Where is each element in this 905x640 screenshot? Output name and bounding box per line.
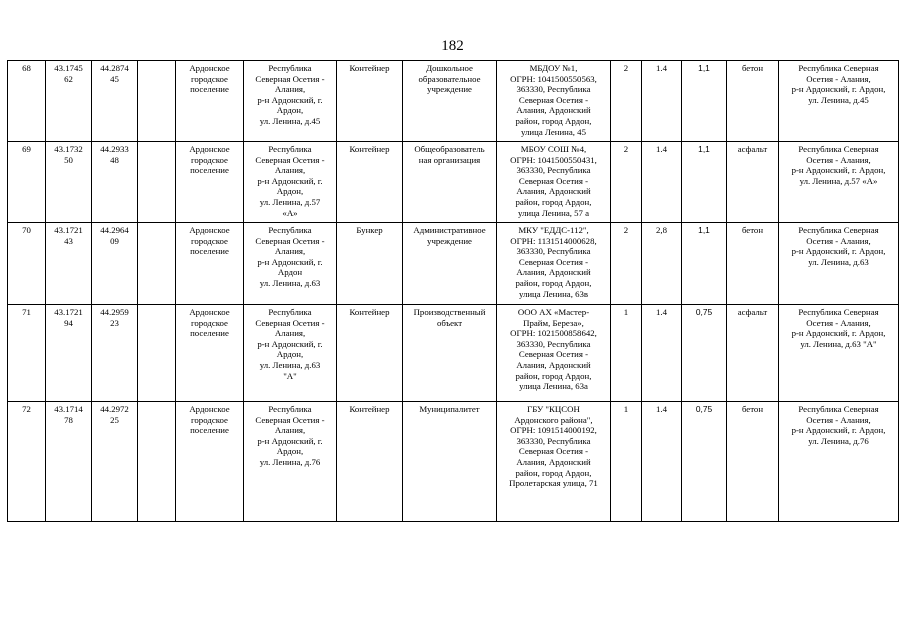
cell-empty [138,61,176,142]
cell-container-count: 1 [611,402,642,522]
cell-address: Республика Северная Осетия - Алания, р-н Ардонский, г. Ардон, ул. Ленина, д.57 «А» [244,142,337,223]
table-row [8,223,899,305]
cell-owner: МБОУ СОШ №4, ОГРН: 1041500550431, 363330, Республика Северная Осетия - Алания, Ардонский район, город Ардон, улица Ленина, 57 а [497,142,611,223]
cell-area: 1.4 [642,61,682,142]
cell-settlement: Ардонское городское поселение [176,402,244,522]
table-row [8,305,899,402]
cell-longitude: 44.2933 48 [92,142,138,223]
cell-latitude: 43.1721 43 [46,223,92,305]
cell-surface: бетон [727,223,779,305]
table-row [8,61,899,142]
cell-area: 1.4 [642,305,682,402]
cell-volume: 1,1 [682,142,727,223]
cell-surface: асфальт [727,142,779,223]
cell-owner: ООО АХ «Мастер- Прайм, Береза», ОГРН: 1021500858642, 363330, Республика Северная Осетия - Алания, Ардонский район, город Ардон, улица Ленина, 63а [497,305,611,402]
cell-container-count: 1 [611,305,642,402]
cell-surface: бетон [727,61,779,142]
cell-longitude: 44.2959 23 [92,305,138,402]
cell-empty [138,305,176,402]
cell-location: Республика Северная Осетия - Алания, р-н Ардонский, г. Ардон, ул. Ленина, д.63 [779,223,899,305]
cell-settlement: Ардонское городское поселение [176,223,244,305]
cell-latitude: 43.1745 62 [46,61,92,142]
cell-address: Республика Северная Осетия - Алания, р-н Ардонский, г. Ардон, ул. Ленина, д.76 [244,402,337,522]
cell-waste-source: Дошкольное образовательное учреждение [403,61,497,142]
cell-container-count: 2 [611,142,642,223]
cell-settlement: Ардонское городское поселение [176,142,244,223]
cell-settlement: Ардонское городское поселение [176,61,244,142]
cell-number: 72 [8,402,46,522]
cell-longitude: 44.2964 09 [92,223,138,305]
cell-area: 1.4 [642,142,682,223]
cell-owner: МКУ "ЕДДС-112", ОГРН: 1131514000628, 363330, Республика Северная Осетия - Алания, Ардонский район, город Ардон, улица Ленина, 63в [497,223,611,305]
cell-empty [138,142,176,223]
cell-number: 70 [8,223,46,305]
cell-volume: 0,75 [682,305,727,402]
cell-address: Республика Северная Осетия - Алания, р-н Ардонский, г. Ардон, ул. Ленина, д.45 [244,61,337,142]
cell-location: Республика Северная Осетия - Алания, р-н Ардонский, г. Ардон, ул. Ленина, д.45 [779,61,899,142]
cell-settlement: Ардонское городское поселение [176,305,244,402]
cell-longitude: 44.2972 25 [92,402,138,522]
cell-latitude: 43.1714 78 [46,402,92,522]
cell-number: 68 [8,61,46,142]
cell-volume: 1,1 [682,223,727,305]
cell-container-type: Контейнер [337,142,403,223]
cell-waste-source: Муниципалитет [403,402,497,522]
cell-volume: 0,75 [682,402,727,522]
cell-container-type: Контейнер [337,305,403,402]
cell-area: 2,8 [642,223,682,305]
cell-waste-source: Производственный объект [403,305,497,402]
cell-waste-source: Общеобразователь ная организация [403,142,497,223]
cell-waste-source: Административное учреждение [403,223,497,305]
cell-surface: бетон [727,402,779,522]
cell-location: Республика Северная Осетия - Алания, р-н Ардонский, г. Ардон, ул. Ленина, д.76 [779,402,899,522]
cell-address: Республика Северная Осетия - Алания, р-н Ардонский, г. Ардон ул. Ленина, д.63 [244,223,337,305]
cell-number: 71 [8,305,46,402]
cell-container-type: Контейнер [337,402,403,522]
cell-surface: асфальт [727,305,779,402]
table-row [8,402,899,522]
waste-sites-table [7,60,899,522]
cell-latitude: 43.1732 50 [46,142,92,223]
cell-empty [138,402,176,522]
cell-empty [138,223,176,305]
cell-owner: МБДОУ №1, ОГРН: 1041500550563, 363330, Республика Северная Осетия - Алания, Ардонский район, город Ардон, улица Ленина, 45 [497,61,611,142]
cell-longitude: 44.2874 45 [92,61,138,142]
cell-container-count: 2 [611,61,642,142]
cell-container-count: 2 [611,223,642,305]
page-number: 182 [441,38,464,54]
cell-location: Республика Северная Осетия - Алания, р-н Ардонский, г. Ардон, ул. Ленина, д.63 "А" [779,305,899,402]
cell-container-type: Бункер [337,223,403,305]
cell-address: Республика Северная Осетия - Алания, р-н Ардонский, г. Ардон, ул. Ленина, д.63 "А" [244,305,337,402]
cell-location: Республика Северная Осетия - Алания, р-н Ардонский, г. Ардон, ул. Ленина, д.57 «А» [779,142,899,223]
cell-container-type: Контейнер [337,61,403,142]
cell-number: 69 [8,142,46,223]
cell-owner: ГБУ "КЦСОН Ардонского района", ОГРН: 1091514000192, 363330, Республика Северная Осетия - Алания, Ардонский район, город Ардон, Пролетарская улица, 71 [497,402,611,522]
cell-area: 1.4 [642,402,682,522]
table-row [8,142,899,223]
cell-volume: 1,1 [682,61,727,142]
cell-latitude: 43.1721 94 [46,305,92,402]
